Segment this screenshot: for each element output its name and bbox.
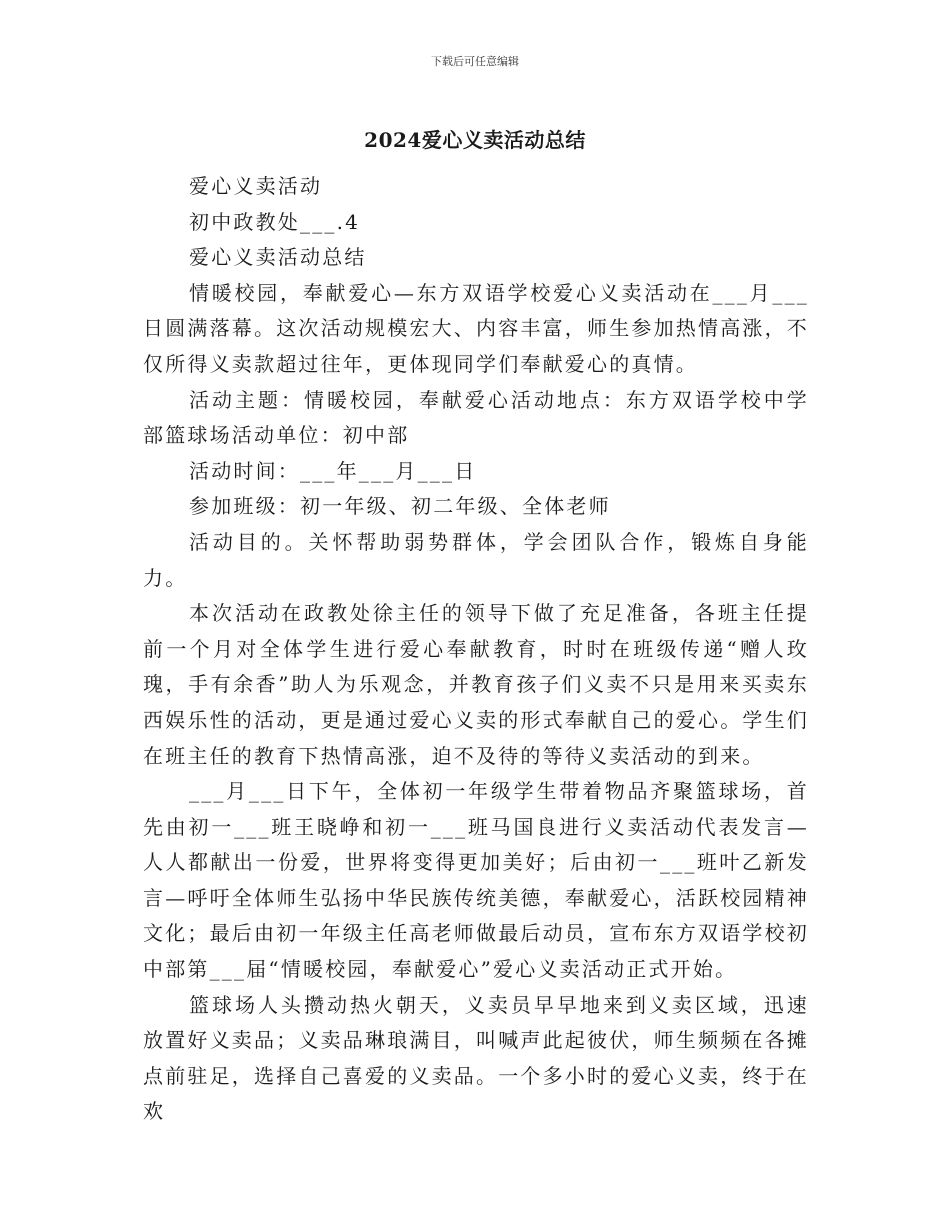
paragraph-theme-location: 活动主题：情暖校园，奉献爱心活动地点：东方双语学校中学部篮球场活动单位：初中部 — [143, 387, 809, 448]
document-title: 2024爱心义卖活动总结 — [364, 128, 586, 152]
paragraph-intro: 情暖校园，奉献爱心—东方双语学校爱心义卖活动在___月___日圆满落幕。这次活动规模宏大、内容丰富，师生参加热情高涨，不仅所得义卖款超过往年，更体现同学们奉献爱心的真情。 — [143, 280, 809, 376]
document-body — [143, 169, 809, 1130]
paragraph-opening: ___月___日下午，全体初一年级学生带着物品齐聚篮球场，首先由初一___班王晓峥和初一___班马国良进行义卖活动代表发言—人人都献出一份爱，世界将变得更加美好；后由初一___班叶乙新发言—呼吁全体师生弘扬中华民族传统美德，奉献爱心，活跃校园精神文化；最后由初一年级主任高老师做最后动员，宣布东方双语学校初中部第___届“情暖校园，奉献爱心”爱心义卖活动正式开始。 — [143, 779, 809, 982]
paragraph-activity-time: 活动时间：___年___月___日 — [189, 458, 477, 483]
paragraph-purpose: 活动目的。关怀帮助弱势群体，学会团队合作，锻炼自身能力。 — [143, 529, 809, 590]
paragraph-subtitle: 爱心义卖活动总结 — [189, 245, 367, 270]
paragraph-sale-scene: 篮球场人头攒动热火朝天，义卖员早早地来到义卖区域，迅速放置好义卖品；义卖品琳琅满目，叫喊声此起彼伏，师生频频在各摊点前驻足，选择自己喜爱的义卖品。一个多小时的爱心义卖，终于在欢 — [143, 992, 809, 1124]
paragraph-activity-name: 爱心义卖活动 — [189, 174, 323, 198]
page-header-note: 下载后可任意编辑 — [431, 55, 519, 68]
paragraph-participants: 参加班级：初一年级、初二年级、全体老师 — [189, 494, 611, 519]
paragraph-department: 初中政教处___.4 — [189, 209, 361, 234]
paragraph-preparation: 本次活动在政教处徐主任的领导下做了充足准备，各班主任提前一个月对全体学生进行爱心奉献教育，时时在班级传递“赠人玫瑰，手有余香”助人为乐观念，并教育孩子们义卖不只是用来买卖东西娱乐性的活动，更是通过爱心义卖的形式奉献自己的爱心。学生们在班主任的教育下热情高涨，迫不及待的等待义卖活动的到来。 — [143, 601, 809, 768]
